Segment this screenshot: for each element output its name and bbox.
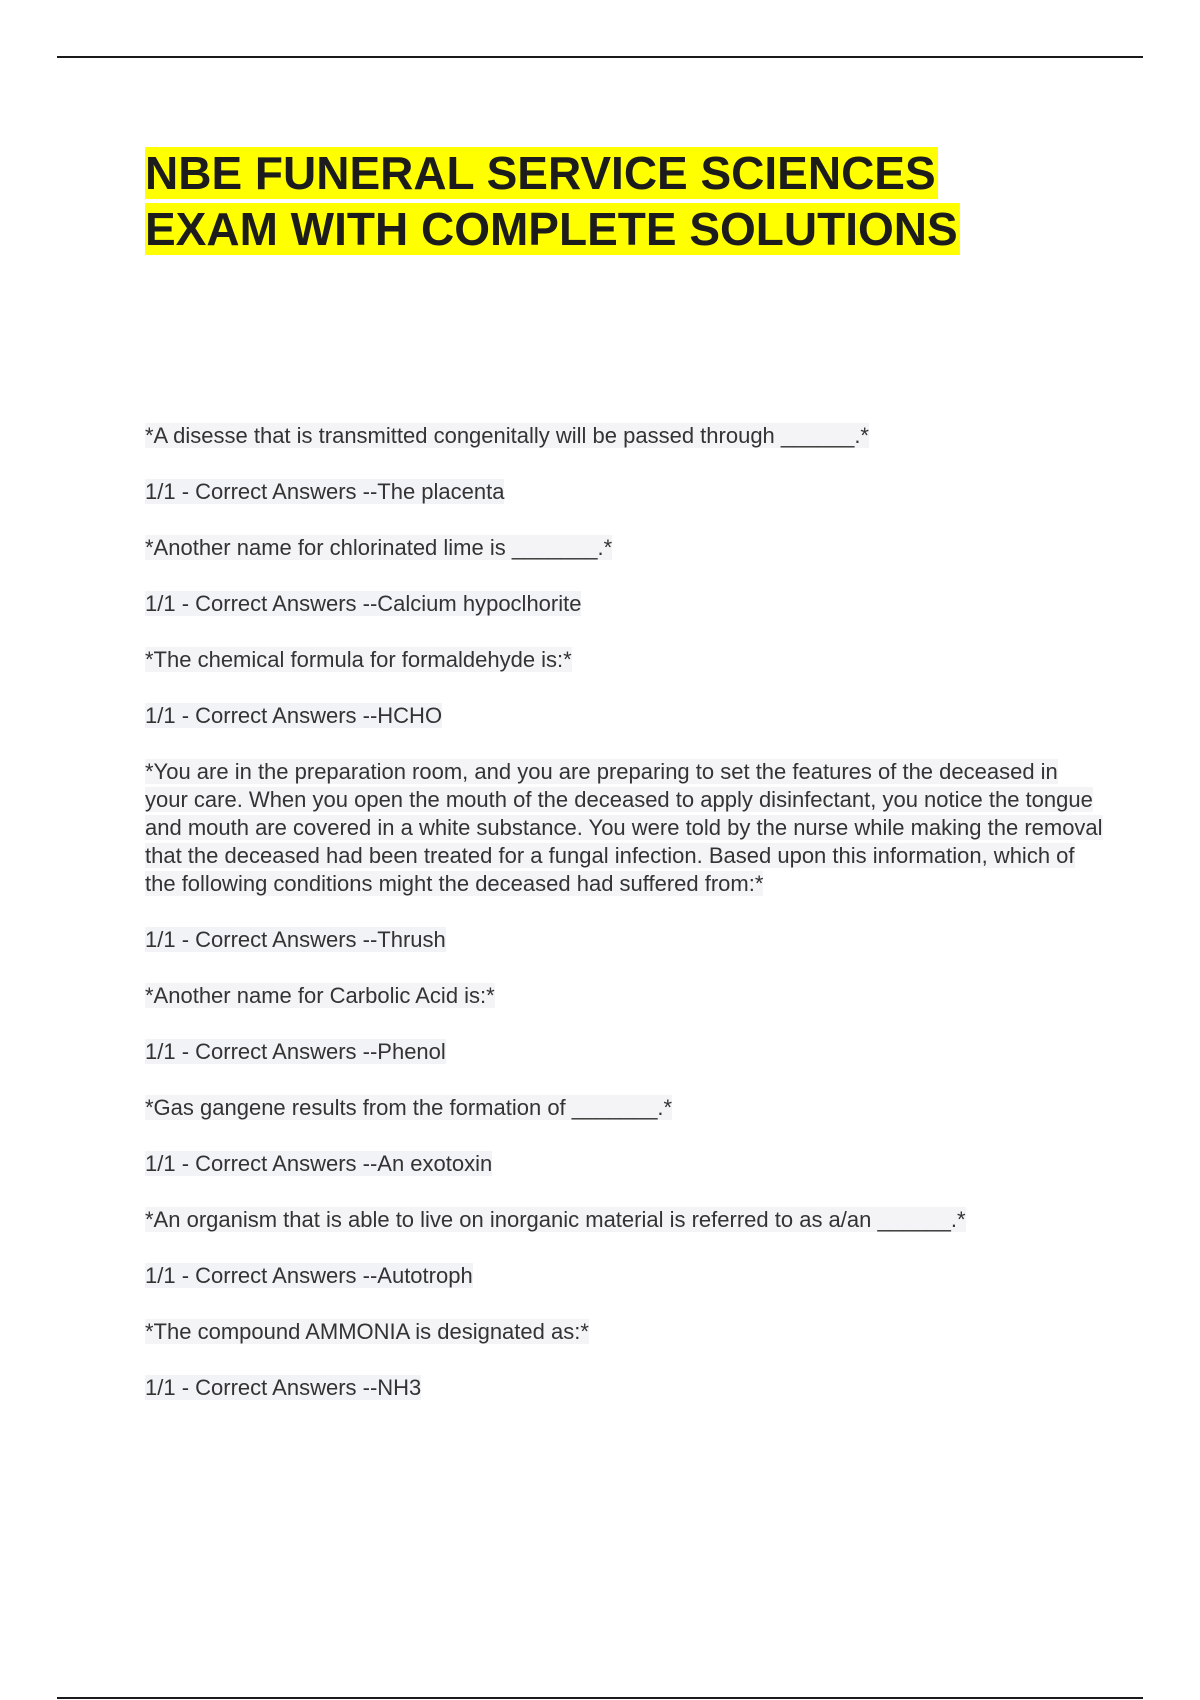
question-2: *Another name for chlorinated lime is _______.* xyxy=(145,535,613,560)
question-3: *The chemical formula for formaldehyde is:* xyxy=(145,647,572,672)
question-answer-list xyxy=(145,422,1105,1430)
answer-2: 1/1 - Correct Answers --Calcium hypoclhorite xyxy=(145,591,582,616)
answer-6: 1/1 - Correct Answers --An exotoxin xyxy=(145,1151,493,1176)
question-6: *Gas gangene results from the formation of _______.* xyxy=(145,1095,673,1120)
header-rule xyxy=(57,56,1143,58)
footer-rule xyxy=(57,1697,1143,1699)
answer-4: 1/1 - Correct Answers --Thrush xyxy=(145,927,446,952)
question-5: *Another name for Carbolic Acid is:* xyxy=(145,983,495,1008)
answer-1: 1/1 - Correct Answers --The placenta xyxy=(145,479,505,504)
question-4: *You are in the preparation room, and you are preparing to set the features of the deceased in your care. When you open the mouth of the deceased to apply disinfectant, you notice the tongue and mouth are covered in a white substance. You were told by the nurse while making the removal that the deceased had been treated for a fungal infection. Based upon this information, which of the following conditions might the deceased had suffered from:* xyxy=(145,759,1103,896)
answer-8: 1/1 - Correct Answers --NH3 xyxy=(145,1375,422,1400)
question-7: *An organism that is able to live on inorganic material is referred to as a/an ______.* xyxy=(145,1207,966,1232)
title-line-1: NBE FUNERAL SERVICE SCIENCES xyxy=(145,147,936,199)
title-line-2: EXAM WITH COMPLETE SOLUTIONS xyxy=(145,203,958,255)
answer-5: 1/1 - Correct Answers --Phenol xyxy=(145,1039,446,1064)
question-1: *A disesse that is transmitted congenitally will be passed through ______.* xyxy=(145,423,869,448)
document-title xyxy=(145,145,1085,257)
answer-7: 1/1 - Correct Answers --Autotroph xyxy=(145,1263,473,1288)
question-8: *The compound AMMONIA is designated as:* xyxy=(145,1319,589,1344)
answer-3: 1/1 - Correct Answers --HCHO xyxy=(145,703,443,728)
